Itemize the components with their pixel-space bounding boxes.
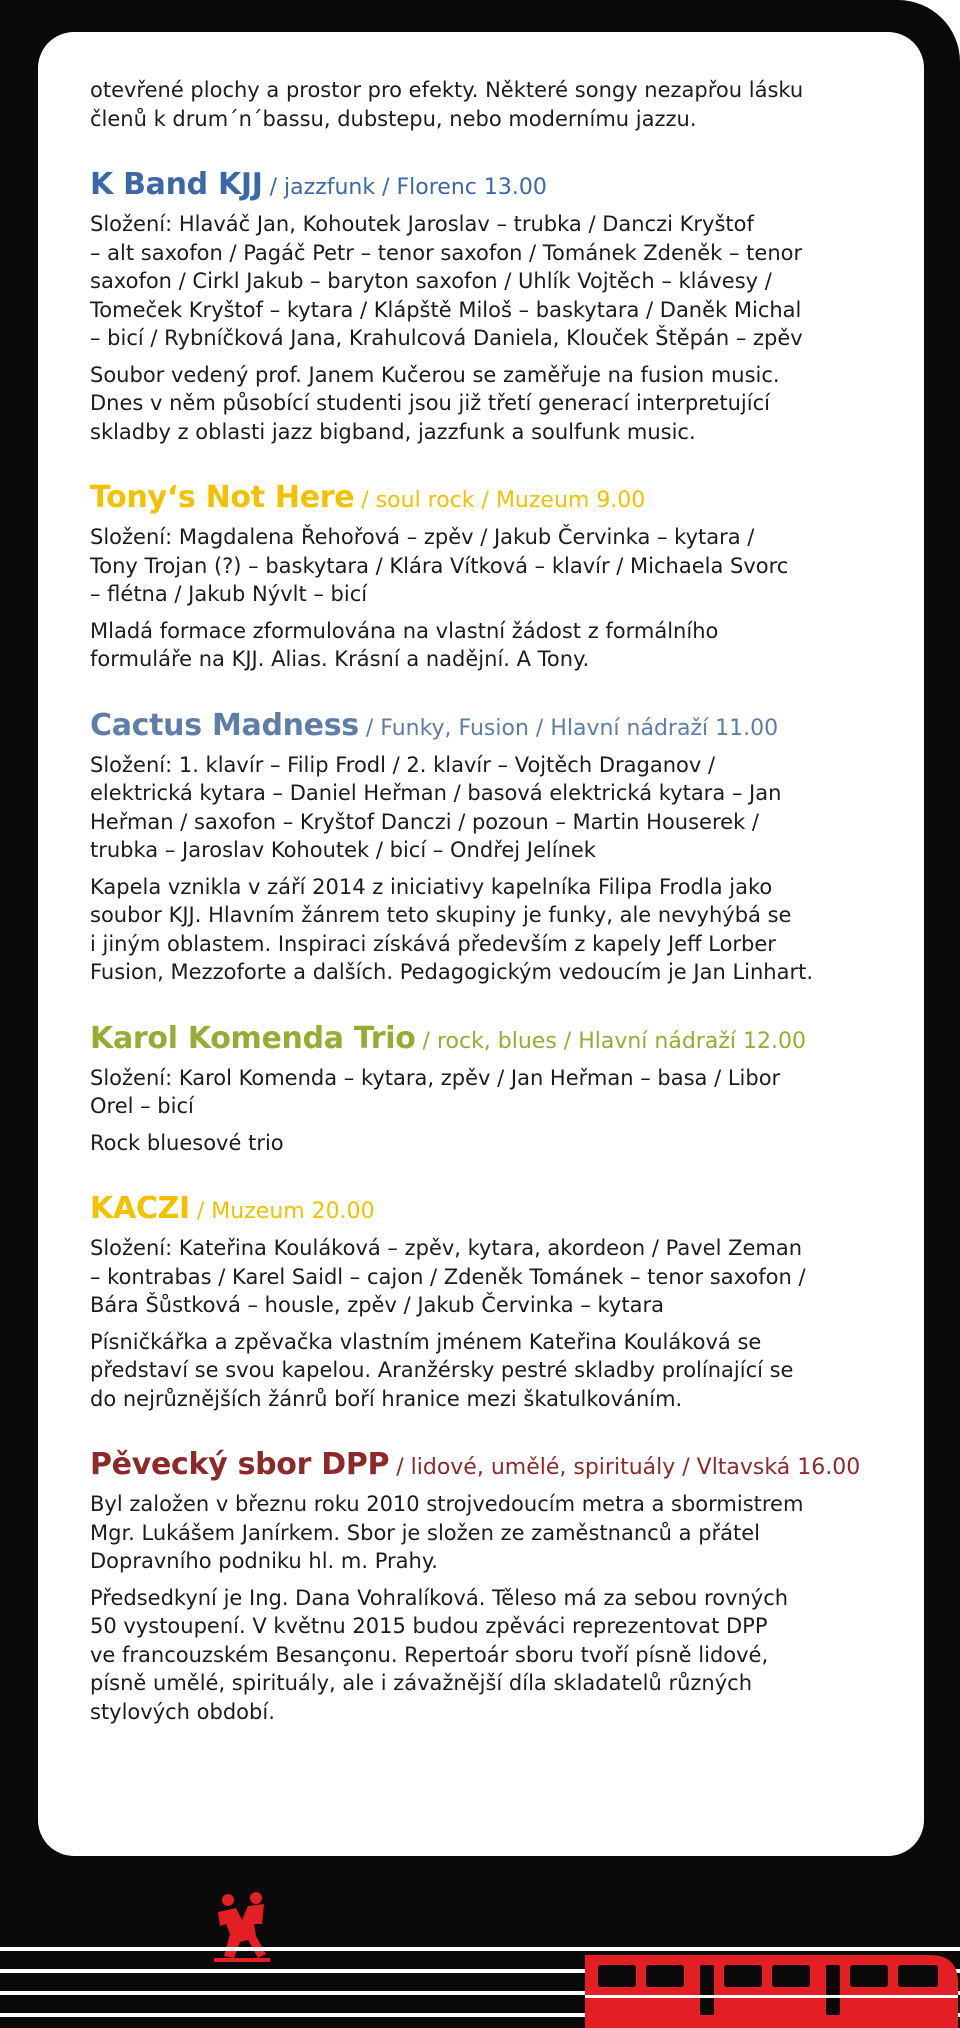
content-card [38,32,924,1856]
text-line: Fusion, Mezzoforte a dalších. Pedagogickým vedoucím je Jan Linhart. [90,960,814,984]
band-description-paragraph [90,361,900,447]
text-line: Mladá formace zformulována na vlastní žádost z formálního [90,618,719,643]
document-content [90,76,900,1734]
band-name: KACZI [90,1191,190,1226]
band-sections [90,167,900,1726]
band-section [90,1191,900,1413]
text-line: otevřené plochy a prostor pro efekty. Některé songy nezapřou lásku [90,78,804,102]
text-line: Kapela vznikla v září 2014 z iniciativy kapelníka Filipa Frodla jako [90,874,773,899]
band-members-paragraph [90,1064,900,1121]
band-description-paragraph [90,1129,900,1158]
text-line: – bicí / Rybníčková Jana, Krahulcová Daniela, Klouček Štěpán – zpěv [90,326,803,350]
band-section [90,167,900,446]
band-genre-venue-time: / Muzeum 20.00 [189,1199,375,1224]
band-name: Tony‘s Not Here [90,480,355,515]
band-genre-venue-time: / rock, blues / Hlavní nádraží 12.00 [415,1028,806,1054]
band-genre-venue-time: / soul rock / Muzeum 9.00 [354,488,646,513]
text-line: Písničkářka a zpěvačka vlastním jménem Kateřina Kouláková se [90,1329,762,1354]
band-genre-venue-time: / jazzfunk / Florenc 13.00 [262,175,547,200]
text-line: Heřman / saxofon – Kryštof Danczi / pozoun – Martin Houserek / [90,809,759,834]
band-name: K Band KJJ [90,167,263,202]
text-line: skladby z oblasti jazz bigband, jazzfunk a soulfunk music. [90,419,696,444]
band-heading [90,1021,900,1060]
text-line: Složení: Hlaváč Jan, Kohoutek Jaroslav – trubka / Danczi Kryštof [90,212,754,236]
band-section [90,708,900,987]
tram-train-icon [0,1935,960,2028]
text-line: elektrická kytara – Daniel Heřman / basová elektrická kytara – Jan [90,781,782,805]
band-heading [90,480,900,519]
text-line: Bára Šůstková – housle, zpěv / Jakub Červinka – kytara [90,1293,664,1317]
band-heading [90,167,900,206]
text-line: Složení: 1. klavír – Filip Frodl / 2. klavír – Vojtěch Draganov / [90,752,716,777]
text-line: písně umělé, spirituály, ale i závažnější díla skladatelů různých [90,1671,753,1695]
band-name: Karol Komenda Trio [90,1020,416,1056]
text-line: formuláře na KJJ. Alias. Krásní a nadějní. A Tony. [90,647,590,671]
text-line: 50 vystoupení. V květnu 2015 budou zpěváci reprezentovat DPP [90,1614,768,1638]
text-line: členů k drum´n´bassu, dubstepu, nebo modernímu jazzu. [90,106,697,131]
text-line: do nejrůznějších žánrů boří hranice mezi škatulkováním. [90,1386,683,1411]
band-members-paragraph [90,210,900,353]
text-line: soubor KJJ. Hlavním žánrem teto skupiny je funky, ale nevyhýbá se [90,903,792,927]
text-line: Složení: Karol Komenda – kytara, zpěv / Jan Heřman – basa / Libor [90,1065,781,1090]
band-name: Cactus Madness [90,707,359,743]
band-heading [90,708,900,747]
band-members-paragraph [90,1234,900,1320]
band-genre-venue-time: / Funky, Fusion / Hlavní nádraží 11.00 [358,715,779,741]
band-members-paragraph [90,523,900,609]
text-line: saxofon / Cirkl Jakub – baryton saxofon / Uhlík Vojtěch – klávesy / [90,269,772,293]
text-line: Dopravního podniku hl. m. Prahy. [90,1549,438,1573]
text-line: – alt saxofon / Pagáč Petr – tenor saxofon / Tománek Zdeněk – tenor [90,240,803,265]
text-line: i jiným oblastem. Inspiraci získává především z kapely Jeff Lorber [90,931,776,956]
text-line: Dnes v něm působící studenti jsou již třetí generací interpretující [90,391,770,415]
band-section [90,1021,900,1158]
text-line: Mgr. Lukášem Janírkem. Sbor je složen ze zaměstnanců a přátel [90,1520,761,1545]
band-heading [90,1191,900,1230]
text-line: ve francouzském Besançonu. Repertoár sboru tvoří písně lidové, [90,1642,769,1667]
text-line: – flétna / Jakub Nývlt – bicí [90,582,368,606]
text-line: Rock bluesové trio [90,1130,284,1155]
band-description-paragraph [90,617,900,674]
band-description-paragraph [90,873,900,987]
text-line: Složení: Magdalena Řehořová – zpěv / Jakub Červinka – kytara / [90,525,755,549]
band-description-paragraph [90,1328,900,1414]
text-line: Složení: Kateřina Kouláková – zpěv, kytara, akordeon / Pavel Zeman [90,1236,803,1260]
band-heading [90,1447,900,1486]
text-line: Tony Trojan (?) – baskytara / Klára Vítková – klavír / Michaela Svorc [90,553,789,578]
text-line: trubka – Jaroslav Kohoutek / bicí – Ondřej Jelínek [90,838,596,862]
text-line: Předsedkyní je Ing. Dana Vohralíková. Těleso má za sebou rovných [90,1585,789,1610]
band-members-paragraph [90,1490,900,1576]
text-line: představí se svou kapelou. Aranžérsky pestré skladby prolínající se [90,1358,794,1382]
band-section [90,1447,900,1726]
text-line: Byl založen v březnu roku 2010 strojvedoucím metra a sbormistrem [90,1492,804,1516]
band-genre-venue-time: / lidové, umělé, spirituály / Vltavská 16.00 [389,1455,861,1480]
text-line: Soubor vedený prof. Janem Kučerou se zaměřuje na fusion music. [90,362,780,387]
band-name: Pěvecký sbor DPP [90,1447,390,1482]
band-members-paragraph [90,751,900,865]
intro-paragraph [90,76,900,133]
band-description-paragraph [90,1584,900,1727]
text-line: Tomeček Kryštof – kytara / Klápště Miloš – baskytara / Daněk Michal [90,297,802,322]
text-line: Orel – bicí [90,1094,194,1118]
text-line: – kontrabas / Karel Saidl – cajon / Zdeněk Tománek – tenor saxofon / [90,1264,806,1289]
text-line: stylových období. [90,1699,275,1724]
band-section [90,480,900,674]
